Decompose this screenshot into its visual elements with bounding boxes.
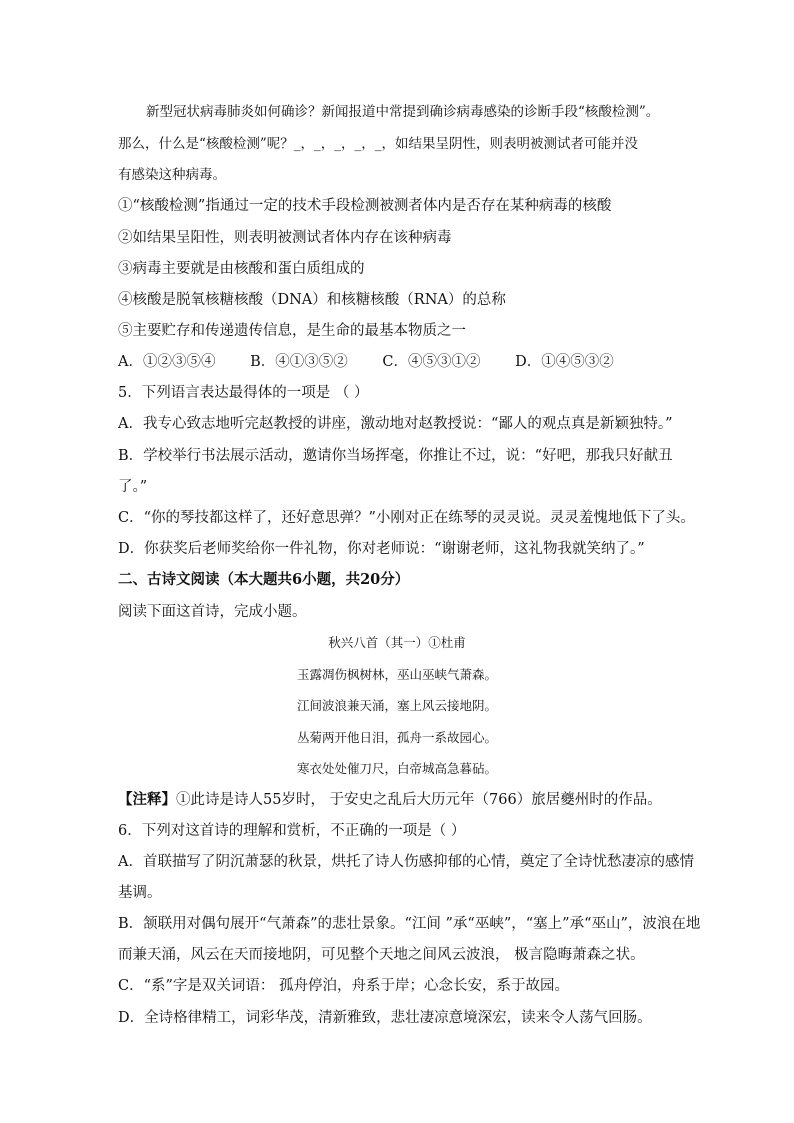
intro-line-1: 新型冠状病毒肺炎如何确诊？新闻报道中常提到确诊病毒感染的诊断手段“核酸检测”。 bbox=[146, 104, 660, 120]
intro-line-3: 有感染这种病毒。 bbox=[118, 167, 226, 183]
q5-option-d: D．你获奖后老师奖给你一件礼物，你对老师说：“谢谢老师，这礼物我就笑纳了。” bbox=[118, 541, 645, 557]
q6-option-b-cont: 而兼天涌，风云在天而接地阴，可见整个天地之间风云波浪， 极言隐晦萧森之状。 bbox=[118, 947, 645, 963]
note-text: ①此诗是诗人55岁时， 于安史之乱后大历元年（766）旅居夔州时的作品。 bbox=[176, 792, 662, 808]
q5-option-c: C．“你的琴技都这样了，还好意思弹？”小刚对正在练琴的灵灵说。灵灵羞愧地低下了头。 bbox=[118, 510, 695, 526]
q6-option-c: C．“系”字是双关词语： 孤舟停泊，舟系于岸；心念长安，系于故园。 bbox=[118, 978, 570, 994]
q4-option-c: C．④⑤③①② bbox=[382, 354, 481, 370]
section-instruction: 阅读下面这首诗，完成小题。 bbox=[118, 604, 307, 620]
poem-line-4: 寒衣处处催刀尺，白帝城高急暮砧。 bbox=[296, 761, 497, 776]
poem-line-3: 丛菊两开他日泪，孤舟一系故园心。 bbox=[296, 730, 497, 745]
q6-option-b: B．颔联用对偶句展开“气萧森”的悲壮景象。“江间 ”承“巫峡”，“塞上”承“巫山”，波浪在地 bbox=[118, 916, 701, 932]
poem-note bbox=[118, 790, 676, 810]
q4-option-b: B．④①③⑤② bbox=[250, 354, 348, 370]
q5-option-b: B．学校举行书法展示活动，邀请你当场挥毫，你推让不过，说：“好吧，那我只好献丑 bbox=[118, 448, 673, 464]
q4-item-3: ③病毒主要就是由核酸和蛋白质组成的 bbox=[118, 261, 365, 277]
q5-stem: 5．下列语言表达最得体的一项是 （ ） bbox=[118, 385, 369, 401]
q6-option-a-cont: 基调。 bbox=[118, 885, 162, 901]
q5-option-b-cont: 了。” bbox=[118, 479, 148, 495]
q4-item-4: ④核酸是脱氧核糖核酸（DNA）和核糖核酸（RNA）的总称 bbox=[118, 292, 506, 308]
q4-item-2: ②如结果呈阳性，则表明被测试者体内存在该种病毒 bbox=[118, 230, 452, 246]
q4-option-a: A．①②③⑤④ bbox=[118, 354, 216, 370]
q4-item-5: ⑤主要贮存和传递遗传信息，是生命的最基本物质之一 bbox=[118, 323, 466, 339]
q6-option-d: D．全诗格律精工，词彩华茂，清新雅致，悲壮凄凉意境深宏，读来令人荡气回肠。 bbox=[118, 1010, 652, 1026]
q4-options bbox=[118, 352, 676, 372]
q5-option-a: A．我专心致志地听完赵教授的讲座，激动地对赵教授说：“鄙人的观点真是新颖独特。” bbox=[118, 416, 673, 432]
poem-line-1: 玉露凋伤枫树林，巫山巫峡气萧森。 bbox=[296, 667, 497, 682]
q4-option-d: D．①④⑤③② bbox=[515, 354, 614, 370]
q6-option-a: A．首联描写了阴沉萧瑟的秋景，烘托了诗人伤感抑郁的心情，奠定了全诗忧愁凄凉的感情 bbox=[118, 854, 694, 870]
intro-line-2: 那么，什么是“核酸检测”呢？_，_，_，_，_，如结果呈阴性，则表明被测试者可能并没 bbox=[118, 136, 639, 152]
poem-title: 秋兴八首（其一）①杜甫 bbox=[328, 635, 466, 650]
section-heading: 二、古诗文阅读（本大题共6小题，共20分） bbox=[118, 571, 410, 588]
q6-stem: 6．下列对这首诗的理解和赏析，不正确的一项是（ ） bbox=[118, 823, 466, 839]
poem-line-2: 江间波浪兼天涌，塞上风云接地阴。 bbox=[296, 698, 497, 713]
note-label: 【注释】 bbox=[118, 791, 176, 808]
q4-item-1: ①“核酸检测”指通过一定的技术手段检测被测者体内是否存在某种病毒的核酸 bbox=[118, 198, 612, 214]
